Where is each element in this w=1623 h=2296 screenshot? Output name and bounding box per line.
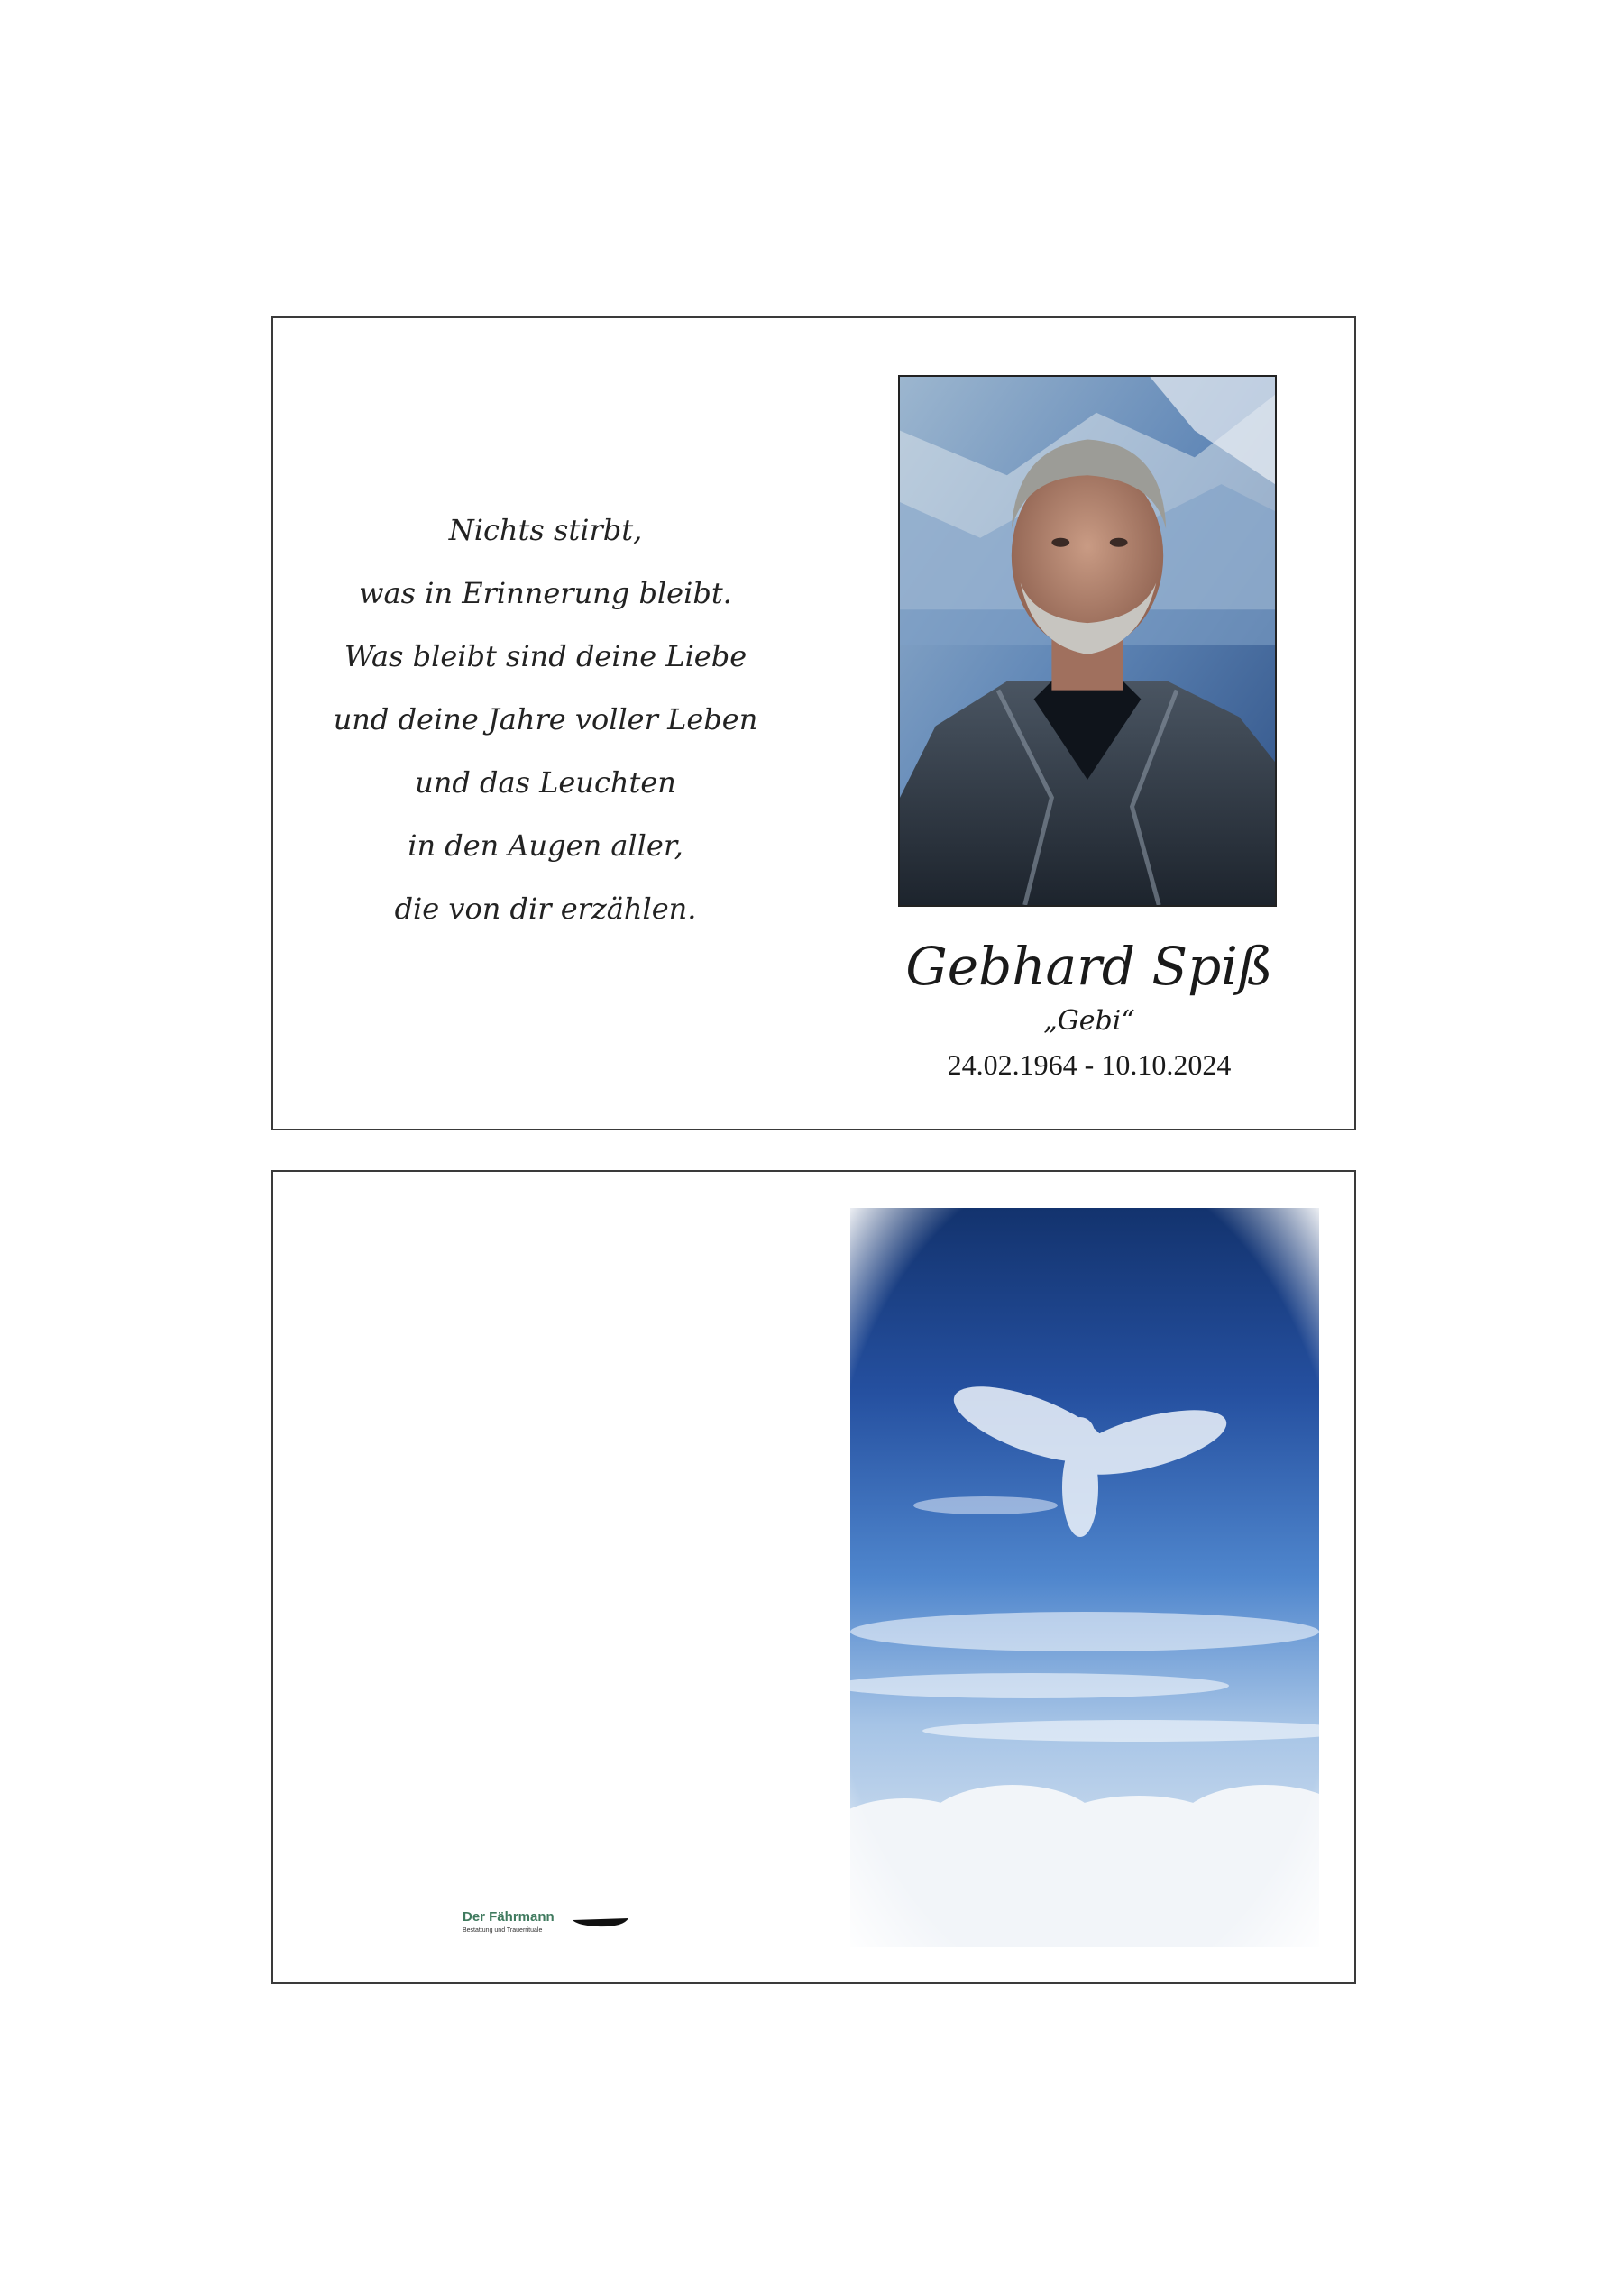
poem-line: die von dir erzählen.	[394, 892, 697, 926]
angel-sky-image	[850, 1208, 1319, 1947]
memorial-poem	[320, 499, 771, 940]
poem-line: Was bleibt sind deine Liebe	[344, 639, 747, 673]
poem-line: und das Leuchten	[415, 765, 676, 800]
poem-line: was in Erinnerung bleibt.	[359, 576, 732, 610]
logo-name: Der Fährmann	[463, 1909, 555, 1925]
logo-tagline: Bestattung und Trauerrituale	[463, 1927, 543, 1934]
deceased-nickname: „Gebi“	[1043, 1005, 1135, 1037]
poem-line: Nichts stirbt,	[448, 513, 643, 547]
deceased-name: Gebhard Spiß	[905, 936, 1273, 997]
portrait-photo	[898, 375, 1277, 907]
memorial-card-front	[271, 316, 1356, 1130]
funeral-home-logo	[463, 1909, 661, 1945]
memorial-card-back	[271, 1170, 1356, 1984]
poem-line: und deine Jahre voller Leben	[333, 702, 758, 736]
poem-line: in den Augen aller,	[408, 828, 683, 863]
boat-icon	[571, 1915, 630, 1929]
life-dates: 24.02.1964 - 10.10.2024	[947, 1048, 1232, 1081]
